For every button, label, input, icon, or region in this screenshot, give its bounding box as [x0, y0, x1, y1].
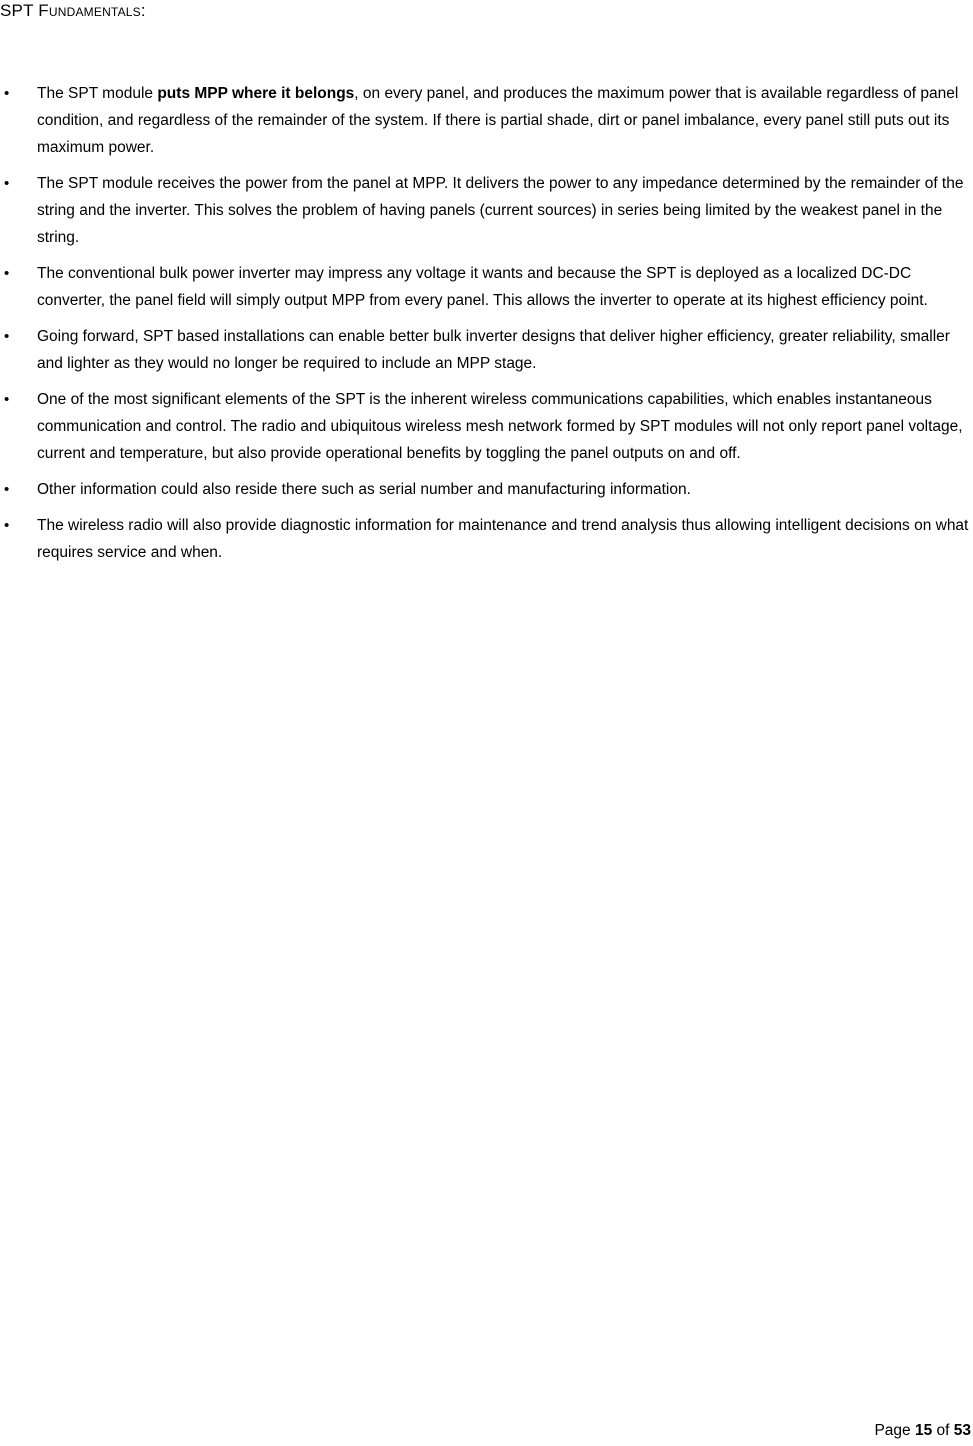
page-number: 15	[914, 1422, 933, 1439]
bullet-text: Other information could also reside there such as serial number and manufacturing information.	[37, 481, 691, 498]
total-pages: 53	[953, 1422, 971, 1439]
section-heading: SPT Fundamentals:	[0, 1, 146, 20]
bullet-icon: •	[4, 517, 10, 534]
bullet-icon: •	[4, 85, 10, 102]
bullet-text: The wireless radio will also provide diagnostic information for maintenance and trend analysis thus allowing intelligent decisions on what requires service and when.	[37, 517, 969, 561]
list-item	[0, 80, 971, 161]
list-item	[0, 260, 971, 314]
bullet-text: Going forward, SPT based installations can enable better bulk inverter designs that deliver higher efficiency, greater reliability, smaller and lighter as they would no longer be required to include an MPP stage.	[37, 328, 950, 372]
list-item	[0, 170, 971, 251]
page-label: Page	[874, 1422, 915, 1439]
bullet-text-emphasis: puts MPP where it belongs	[157, 85, 355, 102]
bullet-text: The SPT module receives the power from the panel at MPP. It delivers the power to any impedance determined by the remainder of the string and the inverter. This solves the problem of having panels (current sources) in series being limited by the weakest panel in the string.	[37, 175, 964, 246]
list-item	[0, 323, 971, 377]
bullet-text-lead: The SPT module	[37, 85, 158, 102]
bullet-icon: •	[4, 391, 10, 408]
list-item	[0, 386, 971, 467]
bullet-icon: •	[4, 175, 10, 192]
list-item	[0, 512, 971, 566]
bullet-text	[37, 85, 958, 156]
bullet-list	[0, 80, 971, 575]
page-footer	[874, 1420, 971, 1442]
bullet-text: The conventional bulk power inverter may impress any voltage it wants and because the SPT is deployed as a localized DC-DC converter, the panel field will simply output MPP from every panel. This allows the inverter to operate at its highest efficiency point.	[37, 265, 928, 309]
of-label: of	[932, 1422, 954, 1439]
bullet-icon: •	[4, 481, 10, 498]
list-item	[0, 476, 971, 503]
bullet-icon: •	[4, 265, 10, 282]
bullet-icon: •	[4, 328, 10, 345]
bullet-text: One of the most significant elements of the SPT is the inherent wireless communications capabilities, which enables instantaneous communication and control. The radio and ubiquitous wireless mesh network formed by SPT modules will not only report panel voltage, current and temperature, but also provide operational benefits by toggling the panel outputs on and off.	[37, 391, 963, 462]
bullet-text-rest: , on every panel, and produces the maximum power that is available regardless of panel condition, and regardless of the remainder of the system. If there is partial shade, dirt or panel imbalance, every panel still puts out its maximum power.	[37, 85, 959, 156]
